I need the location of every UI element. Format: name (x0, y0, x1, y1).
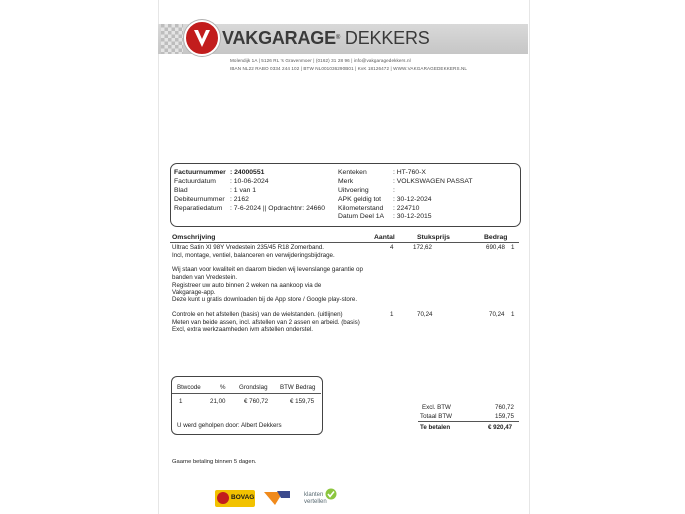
item2-amount: 70,24 (489, 311, 505, 318)
registration-date-label: Datum Deel 1A (338, 213, 385, 220)
orange-logo-icon (263, 489, 291, 507)
col-description-header: Omschrijving (172, 234, 216, 241)
helped-by: U werd geholpen door: Albert Dekkers (177, 422, 282, 429)
item2-qty: 1 (390, 311, 394, 318)
col-amount-header: Bedrag (484, 234, 508, 241)
vat-pct-header: % (220, 384, 226, 391)
version-value: : (393, 187, 395, 194)
amount-due-value: € 920,47 (488, 424, 513, 431)
invoice-number-value: : 24000551 (230, 169, 265, 176)
total-vat-value: 159,75 (495, 413, 514, 420)
brand-bold: VAKGARAGE (222, 28, 336, 48)
invoice-date-value: : 10-06-2024 (230, 178, 269, 185)
bovag-emblem-icon (217, 492, 229, 504)
vat-base-header: Grondslag (239, 384, 268, 391)
vat-row-amount: € 159,75 (290, 398, 315, 405)
bovag-logo (215, 490, 255, 507)
plate-value: : HT-760-X (393, 169, 426, 176)
plate-label: Kenteken (338, 169, 367, 176)
total-vat-label: Totaal BTW (420, 413, 452, 420)
item1-note: Vakgarage-app. (172, 289, 216, 296)
apk-value: : 30-12-2024 (393, 196, 432, 203)
vat-row-code: 1 (179, 398, 183, 405)
item2-price: 70,24 (417, 311, 433, 318)
item1-note: Registreer uw auto binnen 2 weken na aankoop via de (172, 282, 322, 289)
brand-name (222, 28, 430, 48)
make-label: Merk (338, 178, 354, 185)
item1-qty: 4 (390, 244, 394, 251)
brand-light: DEKKERS (344, 28, 430, 48)
vat-row-pct: 21,00 (210, 398, 226, 405)
amount-due-label: Te betalen (420, 424, 451, 431)
excl-vat-label: Excl. BTW (422, 404, 451, 411)
contact-line-1: Molendijk 1A | 5126 RL 's Gravenmoer | (0162) 31 28 96 | info@vakgaragedekkers.nl (230, 58, 411, 63)
item1-vat-code: 1 (511, 244, 515, 251)
vat-code-header: Btwcode (177, 384, 201, 391)
vakgarage-logo-icon (184, 20, 220, 56)
contact-line-2: IBAN NL22 RABO 0334 244 102 | BTW NL001036290B01 | KvK 18126472 | WWW.VAKGARAGEDEKKERS.NL (230, 66, 468, 71)
item2-note: Excl, extra werkzaamheden ivm afstellen onderstel. (172, 326, 314, 333)
klanten-vertellen-logo (303, 488, 339, 508)
mileage-label: Kilometerstand (338, 205, 384, 212)
registration-date-value: : 30-12-2015 (393, 213, 432, 220)
version-label: Uitvoering (338, 187, 369, 194)
vat-amount-header: BTW Bedrag (280, 384, 316, 391)
item1-price: 172,62 (413, 244, 432, 251)
totals-rule (418, 421, 519, 422)
sheet-label: Blad (174, 187, 188, 194)
excl-vat-value: 760,72 (495, 404, 514, 411)
brand-mark: ® (335, 35, 341, 41)
item2-note: Meten van beide assen, incl. afstellen van 2 assen en arbeid. (basis) (172, 319, 360, 326)
item1-amount: 690,48 (486, 244, 505, 251)
item1-note: Deze kunt u gratis downloaden bij de App store / Google play-store. (172, 296, 358, 303)
repair-date-label: Reparatiedatum (174, 205, 223, 212)
item2-vat-code: 1 (511, 311, 515, 318)
checker-pattern (161, 24, 183, 54)
payment-terms: Gaarne betaling binnen 5 dagen. (172, 459, 257, 465)
col-qty-header: Aantal (374, 234, 395, 241)
col-unit-price-header: Stuksprijs (417, 234, 450, 241)
make-value: : VOLKSWAGEN PASSAT (393, 178, 473, 185)
vertellen-text: vertellen (304, 499, 327, 505)
invoice-date-label: Factuurdatum (174, 178, 216, 185)
mileage-value: : 224710 (393, 205, 420, 212)
item1-note: banden van Vredestein. (172, 274, 238, 281)
line-items-header-rule (170, 242, 519, 243)
item2-description: Controle en het afstellen (basis) van de wielstanden. (uitlijnen) (172, 311, 343, 318)
vat-row-base: € 760,72 (244, 398, 269, 405)
klanten-text: klanten (304, 492, 324, 498)
repair-date-value: : 7-6-2024 || Opdrachtnr: 24660 (230, 205, 325, 212)
item1-note: Wij staan voor kwaliteit en daarom bieden wij levenslange garantie op (172, 266, 363, 273)
apk-label: APK geldig tot (338, 196, 382, 203)
item1-description: Ultrac Satin XI 98Y Vredestein 235/45 R18 Zomerband. (172, 244, 325, 251)
vat-header-rule (172, 393, 321, 394)
debtor-value: : 2162 (230, 196, 249, 203)
item1-note: Incl, montage, ventiel, balanceren en verwijderingsbijdrage. (172, 252, 335, 259)
debtor-label: Debiteurnummer (174, 196, 225, 203)
invoice-number-label: Factuurnummer (174, 169, 226, 176)
bovag-text: BOVAG (231, 494, 255, 501)
checkmark-icon (325, 488, 337, 500)
sheet-value: : 1 van 1 (230, 187, 257, 194)
